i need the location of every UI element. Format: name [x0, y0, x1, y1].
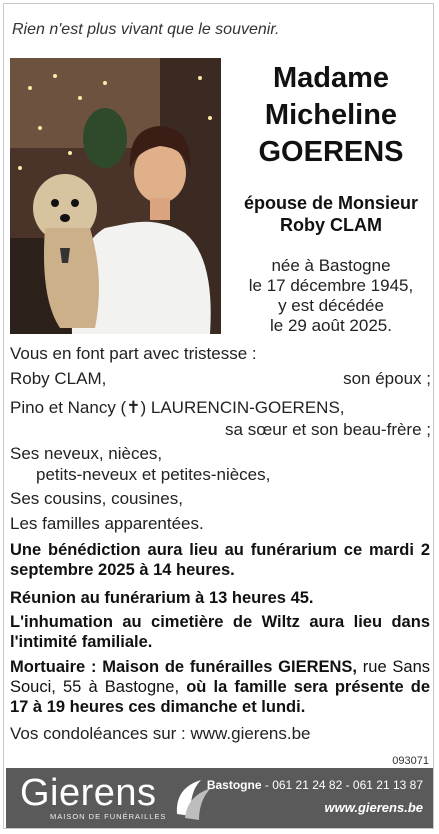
birth-line1: née à Bastogne [271, 256, 391, 275]
spouse-line2: Roby CLAM [280, 215, 382, 235]
portrait-photo [10, 58, 221, 334]
family-name-roby: Roby CLAM, [10, 369, 107, 388]
funeral-home-banner [6, 768, 433, 828]
gierens-logo-subtitle: MAISON DE FUNÉRAILLES [50, 812, 167, 821]
birth-line2: le 17 décembre 1945, [248, 276, 414, 295]
burial-announcement: L'inhumation au cimetière de Wiltz aura lieu dans l'intimité familiale. [10, 613, 430, 651]
meeting-announcement: Réunion au funérarium à 13 heures 45. [10, 589, 314, 607]
birth-death-info [228, 256, 434, 336]
family-nephews-line1: Ses neveux, nièces, [10, 444, 163, 463]
death-line2: le 29 août 2025. [270, 316, 392, 335]
gierens-logo: Gierens [20, 772, 157, 814]
website-link[interactable]: www.gierens.be [324, 800, 423, 815]
family-relatives: Les familles apparentées. [10, 514, 204, 533]
contact-phone-numbers: - 061 21 24 82 - 061 21 13 87 [261, 778, 423, 792]
blessing-announcement: Une bénédiction aura lieu au funérarium ce mardi 2 septembre 2025 à 14 heures. [10, 541, 430, 579]
condolences-line: Vos condoléances sur : www.gierens.be [10, 724, 311, 743]
family-name-pino-suffix: ) LAURENCIN-GOERENS, [140, 398, 345, 417]
mortuary-announcement [10, 657, 430, 717]
reference-number: 093071 [392, 755, 429, 767]
spouse-info [228, 192, 434, 236]
portrait-illustration [10, 58, 221, 334]
family-row-sister [10, 398, 431, 418]
mortuary-address: rue Sans Souci, 55 à Bastogne, [10, 658, 430, 696]
epigraph: Rien n'est plus vivant que le souvenir. [12, 21, 280, 38]
contact-phones [207, 778, 423, 792]
contact-city: Bastogne [206, 778, 262, 792]
spouse-line1: épouse de Monsieur [243, 193, 419, 213]
cross-icon: ✝ [126, 398, 141, 417]
family-row-spouse [10, 369, 431, 389]
mortuary-bold-part1: Mortuaire : Maison de funérailles GIERENS, [10, 658, 357, 676]
deceased-first-name: Micheline [264, 99, 398, 131]
family-relation-pino: sa sœur et son beau-frère ; [225, 420, 431, 439]
family-relation-roby: son époux ; [343, 369, 431, 388]
family-nephews-line2: petits-neveux et petites-nièces, [36, 465, 271, 484]
deceased-name [228, 60, 434, 171]
deceased-last-name: GOERENS [258, 136, 404, 168]
family-cousins: Ses cousins, cousines, [10, 489, 183, 508]
deceased-title: Madame [272, 62, 390, 94]
family-name-pino-prefix: Pino et Nancy ( [10, 398, 127, 417]
mortuary-bold-part2: où la famille sera présente de 17 à 19 heures ces dimanche et lundi. [10, 678, 430, 716]
death-line1: y est décédée [278, 296, 384, 315]
announcement-intro: Vous en font part avec tristesse : [10, 344, 257, 363]
